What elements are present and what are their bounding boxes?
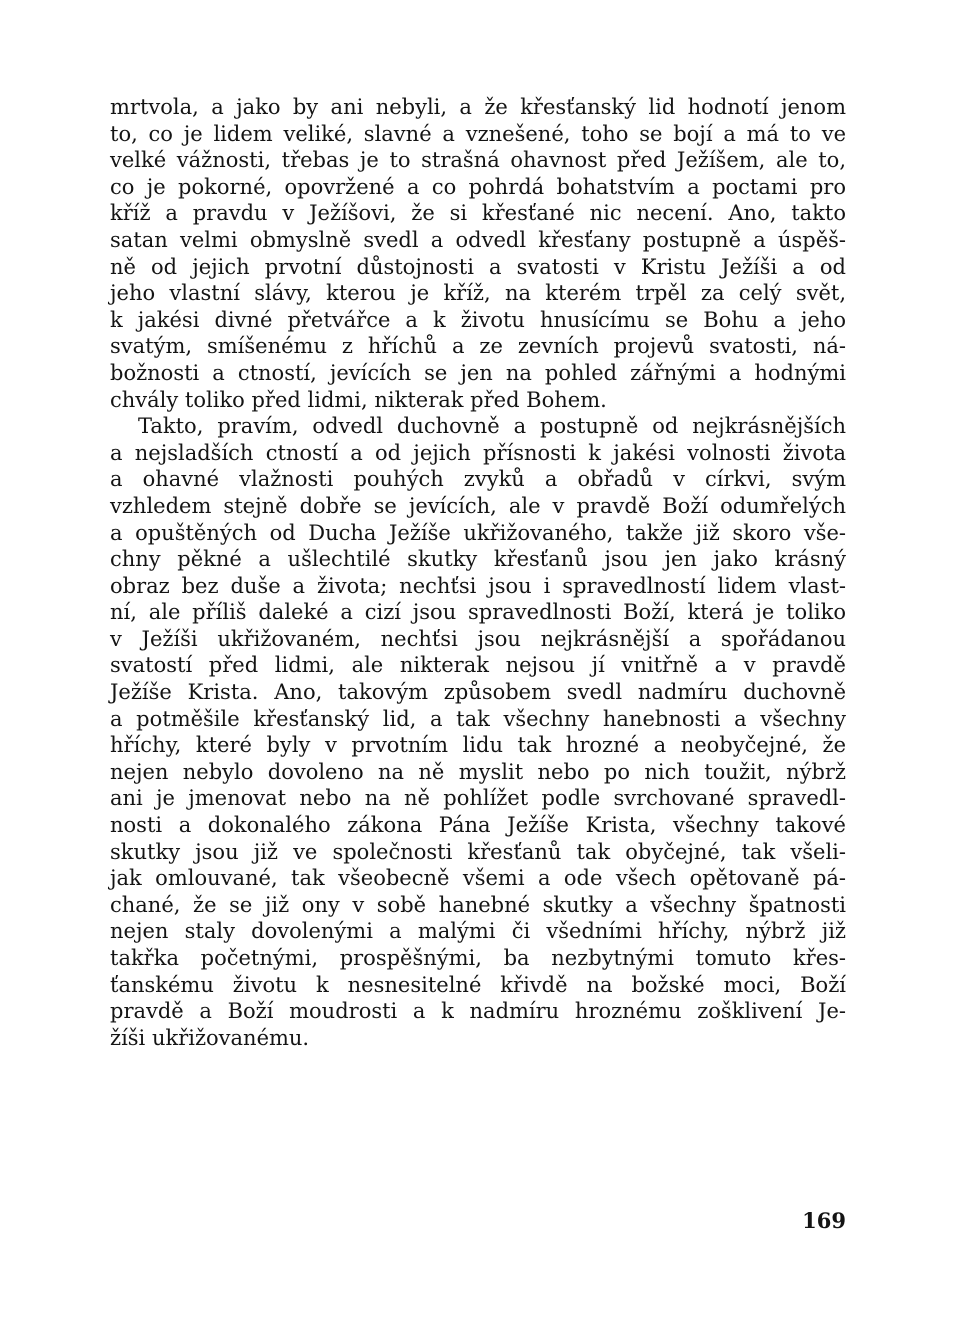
text-line: a nejsladších ctností a od jejich přísnosti k jakési volnosti života xyxy=(110,440,846,465)
text-line: chvály toliko před lidmi, nikterak před Bohem. xyxy=(110,387,607,412)
text-line: chny pěkné a ušlechtilé skutky křesťanů jsou jen jako krásný xyxy=(110,547,846,572)
text-line: ní, ale příliš daleké a cizí jsou spravedlnosti Boží, která je toliko xyxy=(110,600,846,625)
text-line: nosti a dokonalého zákona Pána Ježíše Krista, všechny takové xyxy=(110,813,846,838)
text-line: vzhledem stejně dobře se jevících, ale v pravdě Boží odumřelých xyxy=(110,493,846,518)
text-line: kříž a pravdu v Ježíšovi, že si křesťané nic necení. Ano, takto xyxy=(110,201,846,226)
text-line: Takto, pravím, odvedl duchovně a postupně od nejkrásnějších xyxy=(138,414,846,439)
text-line: svatostí před lidmi, ale nikterak nejsou jí vnitřně a v pravdě xyxy=(110,653,846,678)
paragraph xyxy=(110,413,846,1051)
text-line: obraz bez duše a života; nechťsi jsou i spravedlností lidem vlast- xyxy=(110,573,846,598)
text-line: mrtvola, a jako by ani nebyli, a že křesťanský lid hodnotí jenom xyxy=(110,95,846,119)
text-line: velké vážnosti, třebas je to strašná ohavnost před Ježíšem, ale to, xyxy=(110,148,846,173)
text-line: nejen nebylo dovoleno na ně myslit nebo po nich toužit, nýbrž xyxy=(110,759,846,784)
text-line: to, co je lidem veliké, slavné a vznešené, toho se bojí a má to ve xyxy=(110,121,846,146)
text-line: žíši ukřižovanému. xyxy=(110,1025,310,1050)
paragraph xyxy=(110,94,846,413)
body-text xyxy=(110,94,846,1051)
text-line: v Ježíši ukřižovaném, nechťsi jsou nejkrásnější a spořádanou xyxy=(110,626,846,651)
text-line: a ohavné vlažnosti pouhých zvyků a obřadů v církvi, svým xyxy=(110,467,846,492)
text-line: božnosti a ctností, jevících se jen na pohled zářnými a hodnými xyxy=(110,360,846,385)
text-line: hříchy, které byly v prvotním lidu tak hrozné a neobyčejné, že xyxy=(110,733,846,758)
text-line: ně od jejich prvotní důstojnosti a svatosti v Kristu Ježíši a od xyxy=(110,254,846,279)
text-line: jeho vlastní slávy, kterou je kříž, na kterém trpěl za celý svět, xyxy=(110,281,846,306)
text-line: takřka početnými, prospěšnými, ba nezbytnými tomuto křes- xyxy=(110,946,846,970)
text-line: a potměšile křesťanský lid, a tak všechny hanebnosti a všechny xyxy=(110,706,846,731)
text-line: jak omlouvané, tak všeobecně všemi a ode všech opětovaně pá- xyxy=(110,866,846,891)
text-line: chané, že se již ony v sobě hanebné skutky a všechny špatnosti xyxy=(110,892,846,917)
text-line: satan velmi obmyslně svedl a odvedl křesťany postupně a úspěš- xyxy=(110,227,846,252)
text-line: co je pokorné, opovržené a co pohrdá bohatstvím a poctami pro xyxy=(110,174,846,199)
text-line: ani je jmenovat nebo na ně pohlížet podle svrchované spravedl- xyxy=(110,786,846,811)
text-line: Ježíše Krista. Ano, takovým způsobem svedl nadmíru duchovně xyxy=(110,680,846,705)
page-number: 169 xyxy=(802,1208,846,1233)
text-line: skutky jsou již ve společnosti křesťanů tak obyčejné, tak všeli- xyxy=(110,839,846,864)
text-line: nejen staly dovolenými a malými či všedními hříchy, nýbrž již xyxy=(110,919,846,944)
text-line: ťanskému životu k nesnesitelné křivdě na božské moci, Boží xyxy=(110,972,846,997)
text-line: pravdě a Boží moudrosti a k nadmíru hroznému zošklivení Je- xyxy=(110,999,846,1024)
text-line: k jakési divné přetvářce a k životu hnusícímu se Bohu a jeho xyxy=(110,307,846,332)
text-line: svatým, smíšenému z hříchů a ze zevních projevů svatosti, ná- xyxy=(110,334,846,359)
text-line: a opuštěných od Ducha Ježíše ukřižovaného, takže již skoro vše- xyxy=(110,520,846,545)
